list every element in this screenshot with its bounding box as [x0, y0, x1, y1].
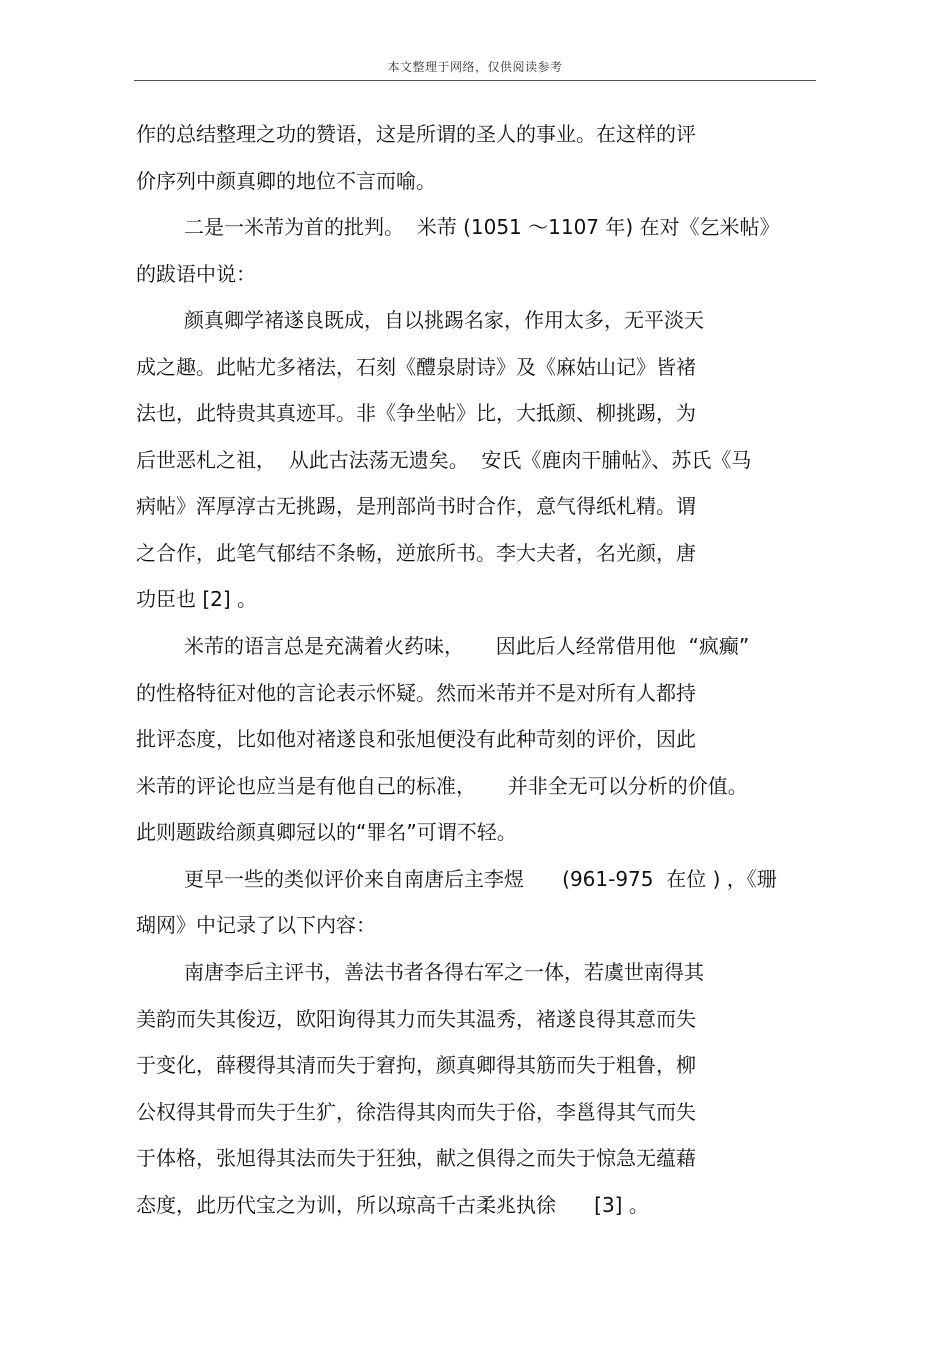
page-header: 本文整理于网络，仅供阅读参考: [387, 60, 563, 74]
text-line: 更早一些的类似评价来自南唐后主李煜 (961-975 在位 ) ，《珊: [184, 867, 777, 891]
text-line: 功臣也 [2] 。: [136, 587, 258, 611]
text-line: 的跋语中说：: [136, 262, 256, 286]
text-line: 之合作，此笔气郁结不条畅，逆旅所书。李大夫者，名光颜，唐: [136, 541, 696, 565]
text-line: 法也，此特贵其真迹耳。非《争坐帖》比，大抵颜、柳挑踢，为: [136, 401, 696, 425]
text-line: 批评态度，比如他对褚遂良和张旭便没有此种苛刻的评价，因此: [136, 727, 696, 751]
text-line: 美韵而失其俊迈，欧阳询得其力而失其温秀，褚遂良得其意而失: [136, 1007, 696, 1031]
header-divider: [134, 80, 816, 81]
text-line: 瑚网》中记录了以下内容：: [136, 913, 376, 937]
text-line: 米芾的语言总是充满着火药味， 因此后人经常借用他 “疯癫”: [184, 634, 750, 658]
text-line: 于体格，张旭得其法而失于狂独，献之俱得之而失于惊急无蕴藉: [136, 1146, 696, 1170]
text-line: 南唐李后主评书，善法书者各得右军之一体，若虞世南得其: [184, 960, 704, 984]
text-line: 颜真卿学褚遂良既成，自以挑踢名家，作用太多，无平淡天: [184, 308, 704, 332]
text-line: 作的总结整理之功的赞语，这是所谓的圣人的事业。在这样的评: [136, 122, 696, 146]
text-line: 成之趣。此帖尤多褚法，石刻《醴泉尉诗》及《麻姑山记》皆褚: [136, 355, 696, 379]
text-line: 后世恶札之祖， 从此古法荡无遗矣。 安氏《鹿肉干脯帖》、苏氏《马: [136, 448, 752, 472]
text-line: 的性格特征对他的言论表示怀疑。然而米芾并不是对所有人都持: [136, 681, 696, 705]
text-line: 此则题跋给颜真卿冠以的“罪名”可谓不轻。: [136, 820, 517, 844]
text-line: 价序列中颜真卿的地位不言而喻。: [136, 169, 436, 193]
text-line: 二是一米芾为首的批判。 米芾 (1051 ～1107 年) 在对《乞米帖》: [184, 215, 780, 239]
text-line: 病帖》浑厚淳古无挑踢，是刑部尚书时合作，意气得纸札精。谓: [136, 494, 696, 518]
text-line: 态度，此历代宝之为训，所以琼高千古柔兆执徐 [3] 。: [136, 1193, 649, 1217]
text-line: 公权得其骨而失于生犷，徐浩得其肉而失于俗，李邕得其气而失: [136, 1100, 696, 1124]
text-line: 米芾的评论也应当是有他自己的标准， 并非全无可以分析的价值。: [136, 774, 748, 798]
text-line: 于变化，薛稷得其清而失于窘拘，颜真卿得其筋而失于粗鲁，柳: [136, 1053, 696, 1077]
